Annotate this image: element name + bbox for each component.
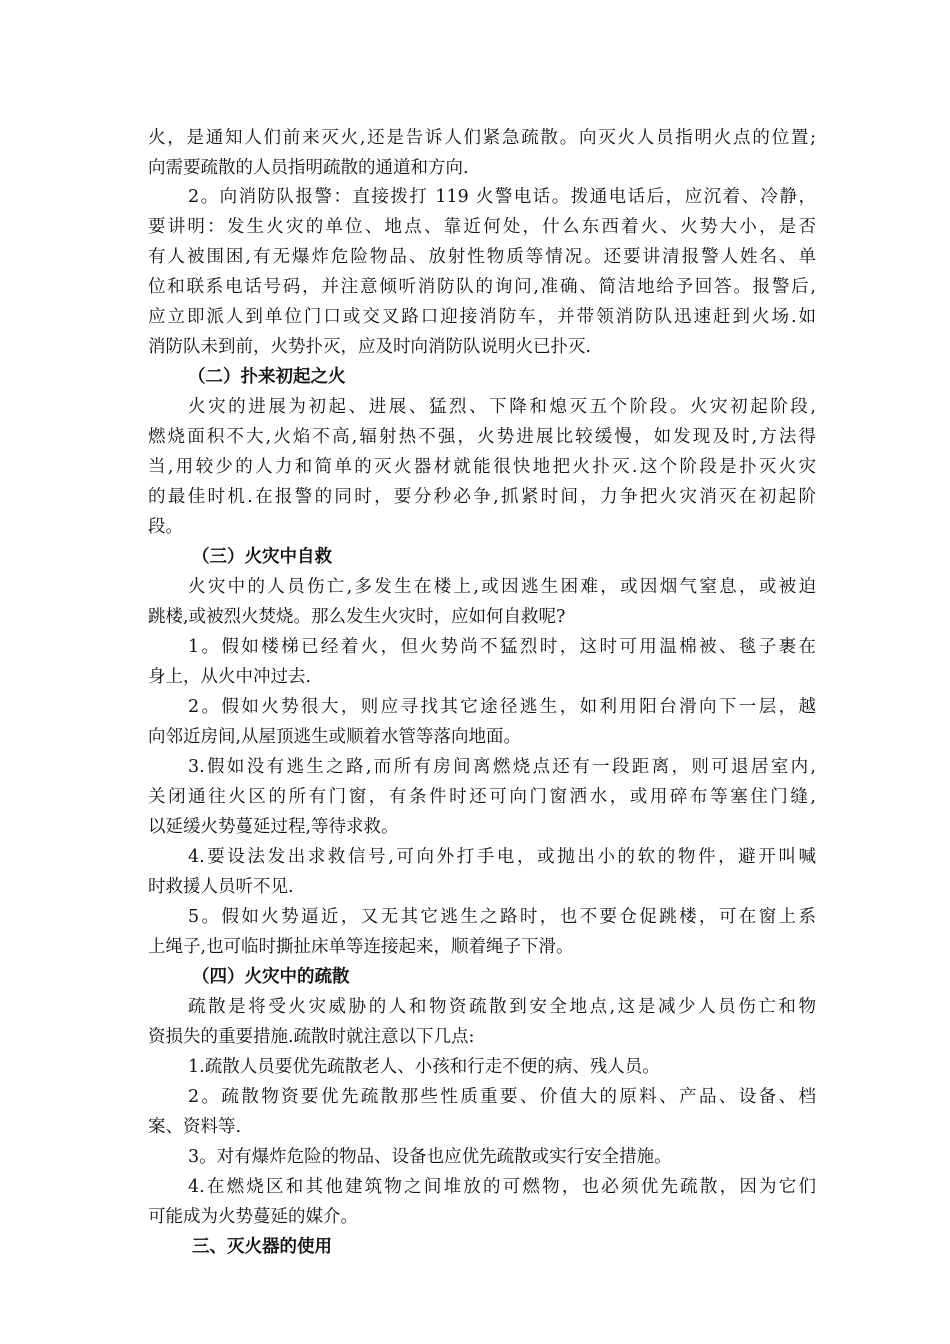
paragraph-line: 消防队未到前，火势扑灭，应及时向消防队说明火已扑灭. [148, 337, 592, 357]
paragraph-line: 燃烧面积不大,火焰不高,辐射热不强，火势进展比较缓慢，如发现及时,方法得 [148, 427, 816, 447]
paragraph-line: 疏散是将受火灾威胁的人和物资疏散到安全地点,这是减少人员伤亡和物 [188, 997, 816, 1017]
section-heading: （三）火灾中自救 [192, 547, 332, 567]
paragraph-line: 可能成为火势蔓延的媒介。 [148, 1207, 358, 1227]
paragraph-line: 向需要疏散的人员指明疏散的通道和方向. [148, 158, 469, 178]
paragraph-line: 要讲明：发生火灾的单位、地点、靠近何处，什么东西着火、火势大小，是否 [148, 217, 816, 237]
section-heading: 三、灭火器的使用 [192, 1237, 332, 1257]
paragraph-line: 案、资料等. [148, 1117, 242, 1137]
paragraph-line: 当,用较少的人力和简单的灭火器材就能很快地把火扑灭.这个阶段是扑灭火灾 [148, 457, 816, 477]
paragraph-line: 向邻近房间,从屋顶逃生或顺着水管等落向地面。 [148, 727, 522, 747]
paragraph-line: 1.疏散人员要优先疏散老人、小孩和行走不便的病、残人员。 [188, 1057, 660, 1077]
paragraph-line: 关闭通往火区的所有门窗，有条件时还可向门窗洒水，或用碎布等塞住门缝, [148, 787, 816, 807]
paragraph-line: 时救援人员听不见. [148, 877, 294, 897]
paragraph-line: 资损失的重要措施.疏散时就注意以下几点: [148, 1027, 475, 1047]
paragraph-line: 火，是通知人们前来灭火,还是告诉人们紧急疏散。向灭火人员指明火点的位置; [148, 128, 816, 148]
paragraph-line: 位和联系电话号码，并注意倾听消防队的询问,准确、简洁地给予回答。报警后, [148, 277, 816, 297]
paragraph-line: 上绳子,也可临时撕扯床单等连接起来，顺着绳子下滑。 [148, 937, 574, 957]
paragraph-line: 跳楼,或被烈火焚烧。那么发生火灾时，应如何自救呢? [148, 607, 566, 627]
paragraph-line: 1。假如楼梯已经着火，但火势尚不猛烈时，这时可用温棉被、毯子裹在 [188, 637, 816, 657]
paragraph-line: 以延缓火势蔓延过程,等待求救。 [148, 817, 399, 837]
paragraph-line: 应立即派人到单位门口或交叉路口迎接消防车，并带领消防队迅速赶到火场.如 [148, 307, 816, 327]
paragraph-line: 有人被围困,有无爆炸危险物品、放射性物质等情况。还要讲清报警人姓名、单 [148, 247, 816, 267]
paragraph-line: 3.假如没有逃生之路,而所有房间离燃烧点还有一段距离，则可退居室内, [188, 757, 816, 777]
paragraph-line: 2。假如火势很大，则应寻找其它途径逃生，如利用阳台滑向下一层，越 [188, 697, 816, 717]
paragraph-line: 2。向消防队报警：直接拨打 119 火警电话。拨通电话后，应沉着、冷静， [188, 187, 816, 207]
section-heading: （四）火灾中的疏散 [192, 967, 350, 987]
paragraph-line: 火灾中的人员伤亡,多发生在楼上,或因逃生困难，或因烟气窒息，或被迫 [188, 577, 816, 597]
paragraph-line: 4.要设法发出求救信号,可向外打手电，或抛出小的软的物件，避开叫喊 [188, 847, 816, 867]
paragraph-line: 4.在燃烧区和其他建筑物之间堆放的可燃物，也必须优先疏散，因为它们 [188, 1177, 816, 1197]
paragraph-line: 火灾的进展为初起、进展、猛烈、下降和熄灭五个阶段。火灾初起阶段, [188, 397, 816, 417]
paragraph-line: 5。假如火势逼近，又无其它逃生之路时，也不要仓促跳楼，可在窗上系 [188, 907, 816, 927]
paragraph-line: 3。对有爆炸危险的物品、设备也应优先疏散或实行安全措施。 [188, 1147, 672, 1167]
paragraph-line: 身上，从火中冲过去. [148, 667, 312, 687]
paragraph-line: 2。疏散物资要优先疏散那些性质重要、价值大的原料、产品、设备、档 [188, 1087, 816, 1107]
paragraph-line: 段。 [148, 517, 183, 537]
section-heading: （二）扑来初起之火 [188, 367, 346, 387]
paragraph-line: 的最佳时机.在报警的同时，要分秒必争,抓紧时间，力争把火灾消灭在初起阶 [148, 487, 816, 507]
